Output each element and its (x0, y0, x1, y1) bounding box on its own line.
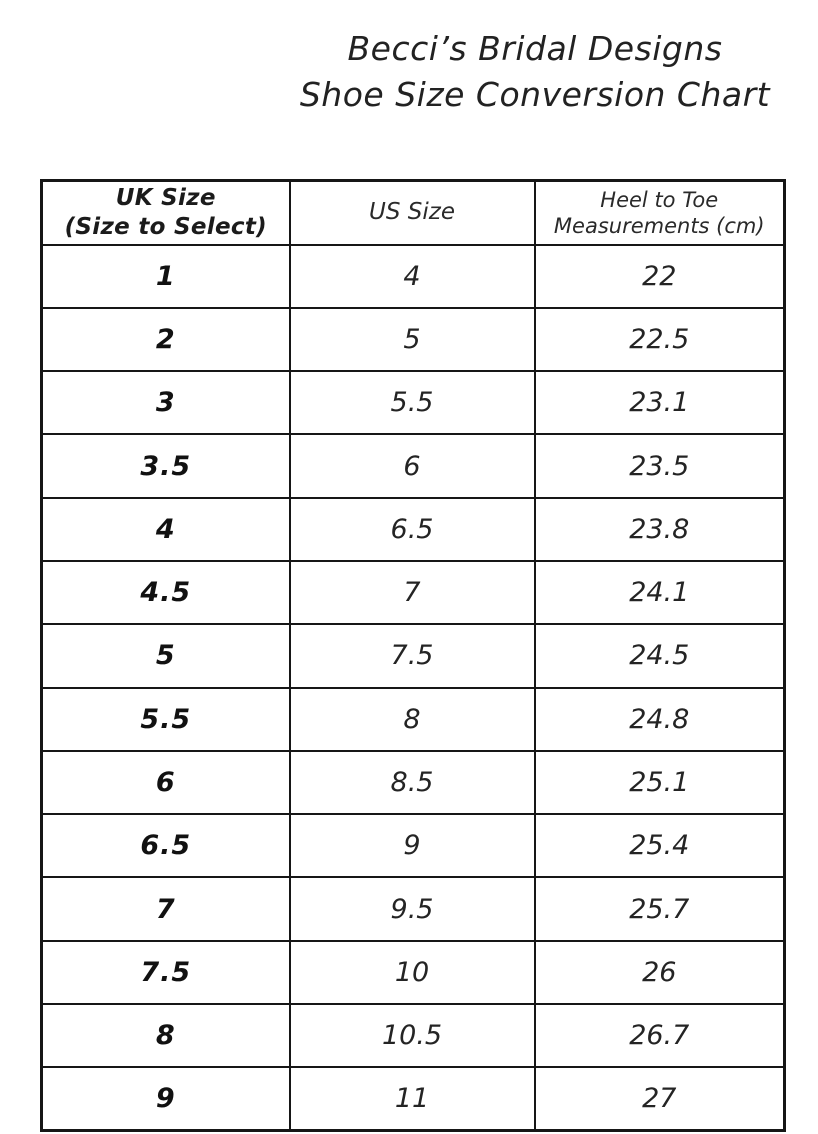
table-row (42, 561, 785, 624)
us-size-cell: 7 (290, 561, 535, 624)
table-row (42, 751, 785, 814)
uk-size-cell: 6.5 (42, 814, 290, 877)
cm-measurement-cell: 25.4 (535, 814, 785, 877)
us-size-cell: 5 (290, 308, 535, 371)
table-row (42, 941, 785, 1004)
uk-size-cell: 4 (42, 498, 290, 561)
header-heel-to-toe (535, 181, 785, 245)
header-us-size-line1: US Size (369, 199, 455, 226)
us-size-cell: 7.5 (290, 624, 535, 687)
us-size-cell: 8.5 (290, 751, 535, 814)
cm-measurement-cell: 27 (535, 1067, 785, 1130)
header-heel-to-toe-line1: Heel to Toe (600, 187, 719, 212)
uk-size-cell: 5.5 (42, 688, 290, 751)
cm-measurement-cell: 26.7 (535, 1004, 785, 1067)
table-row (42, 434, 785, 497)
uk-size-cell: 6 (42, 751, 290, 814)
uk-size-cell: 7 (42, 877, 290, 940)
page (0, 26, 818, 1134)
us-size-cell: 11 (290, 1067, 535, 1130)
uk-size-cell: 4.5 (42, 561, 290, 624)
cm-measurement-cell: 23.1 (535, 371, 785, 434)
table-row (42, 624, 785, 687)
uk-size-cell: 5 (42, 624, 290, 687)
cm-measurement-cell: 24.8 (535, 688, 785, 751)
table-row (42, 371, 785, 434)
uk-size-cell: 2 (42, 308, 290, 371)
uk-size-cell: 9 (42, 1067, 290, 1130)
header-uk-size-line1: UK Size (115, 185, 216, 211)
page-title (252, 26, 818, 117)
table-row (42, 245, 785, 308)
uk-size-cell: 8 (42, 1004, 290, 1067)
header-uk-size-line2: (Size to Select) (64, 213, 267, 240)
table-body (42, 245, 785, 1131)
us-size-cell: 10 (290, 941, 535, 1004)
size-conversion-table (40, 179, 786, 1132)
us-size-cell: 10.5 (290, 1004, 535, 1067)
cm-measurement-cell: 23.5 (535, 434, 785, 497)
cm-measurement-cell: 25.7 (535, 877, 785, 940)
header-uk-size (42, 181, 290, 245)
header-us-size (290, 181, 535, 245)
header-heel-to-toe-line2: Measurements (cm) (553, 213, 765, 238)
us-size-cell: 5.5 (290, 371, 535, 434)
us-size-cell: 9 (290, 814, 535, 877)
uk-size-cell: 3.5 (42, 434, 290, 497)
table-row (42, 1004, 785, 1067)
table-row (42, 308, 785, 371)
table-row (42, 1067, 785, 1130)
cm-measurement-cell: 22.5 (535, 308, 785, 371)
cm-measurement-cell: 24.1 (535, 561, 785, 624)
cm-measurement-cell: 25.1 (535, 751, 785, 814)
cm-measurement-cell: 22 (535, 245, 785, 308)
table-row (42, 688, 785, 751)
us-size-cell: 4 (290, 245, 535, 308)
uk-size-cell: 1 (42, 245, 290, 308)
table-header-row (42, 181, 785, 245)
cm-measurement-cell: 26 (535, 941, 785, 1004)
us-size-cell: 9.5 (290, 877, 535, 940)
us-size-cell: 6.5 (290, 498, 535, 561)
uk-size-cell: 7.5 (42, 941, 290, 1004)
us-size-cell: 8 (290, 688, 535, 751)
uk-size-cell: 3 (42, 371, 290, 434)
cm-measurement-cell: 24.5 (535, 624, 785, 687)
page-title-line1: Becci’s Bridal Designs (347, 29, 723, 68)
us-size-cell: 6 (290, 434, 535, 497)
table-row (42, 814, 785, 877)
cm-measurement-cell: 23.8 (535, 498, 785, 561)
table-row (42, 498, 785, 561)
page-title-line2: Shoe Size Conversion Chart (299, 74, 771, 114)
table-row (42, 877, 785, 940)
